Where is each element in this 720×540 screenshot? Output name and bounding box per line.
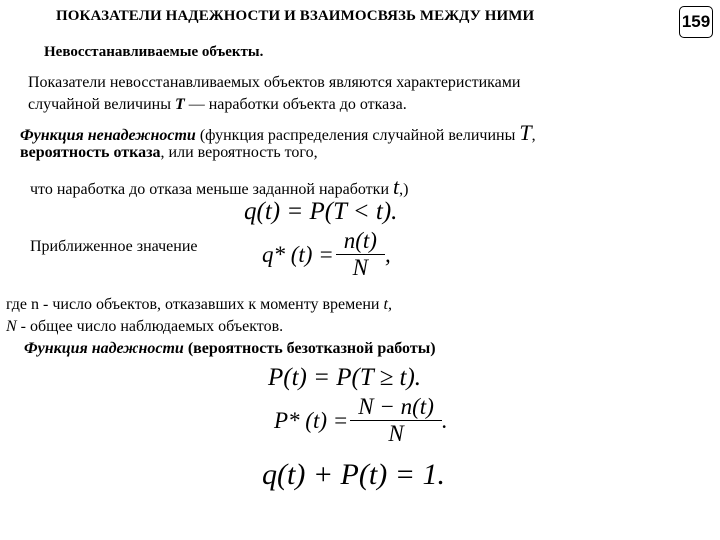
unreliability-var-T: T (519, 120, 532, 145)
where-var-t: t, (383, 296, 392, 313)
q-star-formula (262, 228, 391, 281)
q-star-denominator: N (336, 254, 385, 281)
unreliability-line-3 (30, 174, 408, 200)
unreliability-line-2 (20, 144, 318, 162)
intro-line-1: Показатели невосстанавливаемых объектов являются характеристиками (28, 74, 521, 91)
p-star-tail: . (441, 407, 448, 433)
unreliability-comma: , (531, 127, 536, 144)
p-star-formula (274, 394, 448, 447)
where-var-N: N (6, 318, 17, 335)
reliability-term: Функция надежности (24, 340, 184, 357)
unreliability-var-t: t (393, 174, 400, 199)
q-definition-formula: q(t) = P(T < t). (244, 198, 398, 225)
where-line-2 (6, 318, 283, 336)
q-star-lhs: q* (t) = (262, 241, 334, 267)
intro-line-2-text: случайной величины (28, 96, 175, 113)
unreliability-line-3-end: ,) (399, 181, 409, 198)
where-line-1-text: где n - число объектов, отказавших к моменту времени (6, 296, 384, 313)
intro-line-2-end: — наработки объекта до отказа. (184, 96, 407, 113)
reliability-heading (24, 340, 436, 358)
q-star-fraction (340, 228, 381, 281)
slide-number-badge: 159 (679, 6, 713, 38)
q-star-numerator: n(t) (343, 228, 377, 253)
unreliability-term: Функция ненадежности (20, 127, 196, 144)
p-star-fraction (354, 394, 438, 447)
reliability-rest: (вероятность безотказной работы) (183, 340, 436, 357)
p-star-lhs: P* (t) = (274, 407, 349, 433)
p-star-numerator: N − n(t) (358, 394, 434, 419)
approx-value-label: Приближенное значение (30, 238, 198, 255)
where-line-2-rest: - общее число наблюдаемых объектов. (16, 318, 284, 335)
page-title: ПОКАЗАТЕЛИ НАДЕЖНОСТИ И ВЗАИМОСВЯЗЬ МЕЖДУ НИМИ (56, 8, 535, 24)
where-line-1 (6, 296, 392, 314)
section-subtitle: Невосстанавливаемые объекты. (44, 44, 264, 60)
unreliability-line-1-rest: (функция распределения случайной величины (195, 127, 520, 144)
p-star-denominator: N (350, 420, 442, 447)
failure-probability-term: вероятность отказа (20, 144, 161, 161)
unreliability-line-1 (20, 120, 536, 146)
unreliability-line-2-rest: , или вероятность того, (160, 144, 318, 161)
intro-var-T: T (174, 96, 185, 113)
sum-identity-formula: q(t) + P(t) = 1. (262, 458, 445, 491)
q-star-tail: , (384, 241, 391, 267)
intro-line-2 (28, 96, 407, 114)
unreliability-line-3-text: что наработка до отказа меньше заданной наработки (30, 181, 394, 198)
p-definition-formula: P(t) = P(T ≥ t). (268, 364, 422, 391)
